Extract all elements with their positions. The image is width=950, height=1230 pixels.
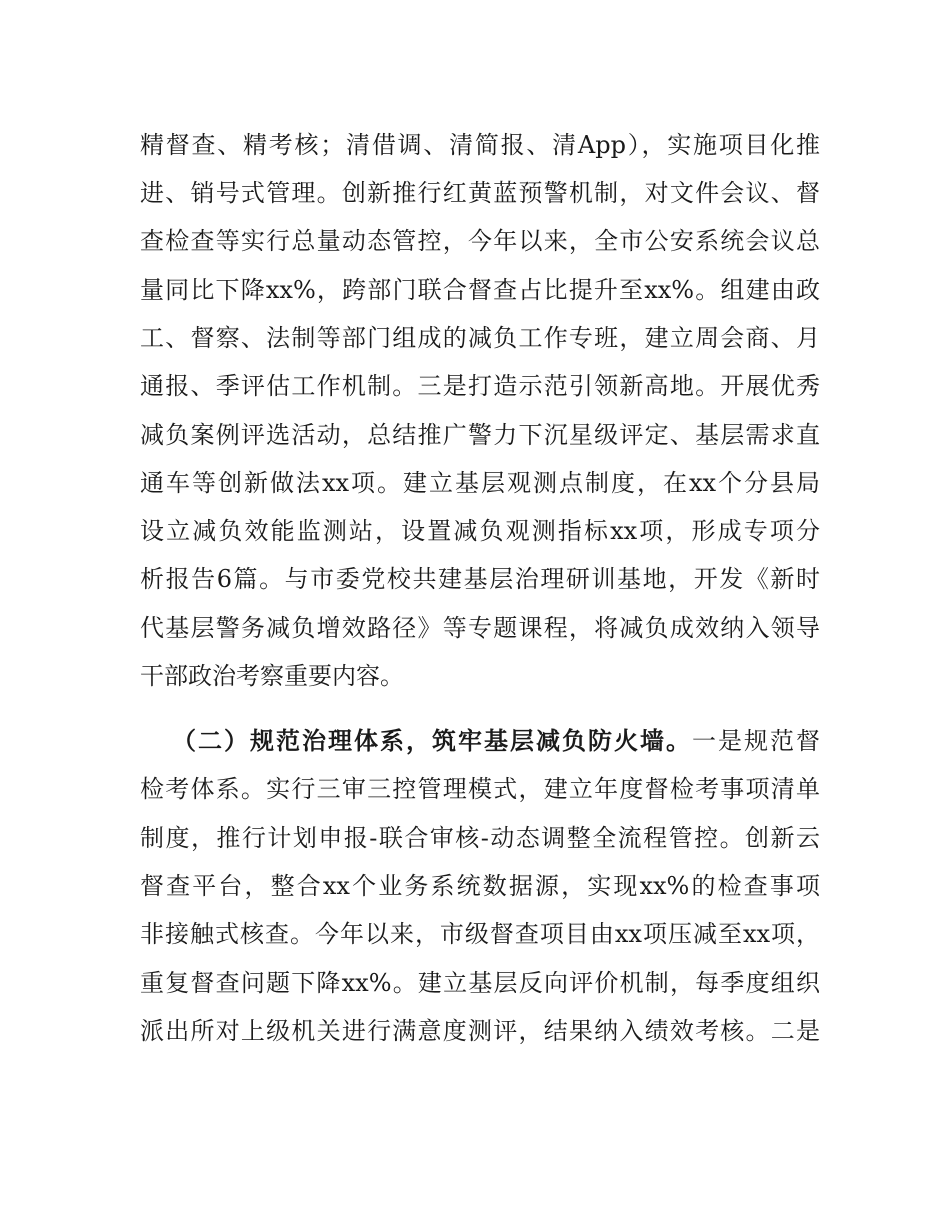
paragraph-2-line-5: 非接触式核查。今年以来，市级督查项目由xx项压减至xx项， <box>140 920 820 948</box>
paragraph-1-line-10: 析报告6篇。与市委党校共建基层治理研训基地，开发《新时 <box>140 565 820 593</box>
paragraph-1-line-12: 干部政治考察重要内容。 <box>140 662 404 690</box>
paragraph-2-line-1 <box>172 726 820 756</box>
paragraph-2-line-2: 检考体系。实行三审三控管理模式，建立年度督检考事项清单 <box>140 775 820 803</box>
paragraph-1-line-9: 设立减负效能监测站，设置减负观测指标xx项，形成专项分 <box>140 517 820 545</box>
paragraph-1-line-6: 通报、季评估工作机制。三是打造示范引领新高地。开展优秀 <box>140 372 820 400</box>
paragraph-2-line-3: 制度，推行计划申报-联合审核-动态调整全流程管控。创新云 <box>140 824 820 852</box>
paragraph-1-line-4: 量同比下降xx%，跨部门联合督查占比提升至xx%。组建由政 <box>140 276 820 304</box>
paragraph-1-line-8: 通车等创新做法xx项。建立基层观测点制度，在xx个分县局 <box>140 469 820 497</box>
paragraph-1-line-7: 减负案例评选活动，总结推广警力下沉星级评定、基层需求直 <box>140 421 820 449</box>
paragraph-2-line-6: 重复督查问题下降xx%。建立基层反向评价机制，每季度组织 <box>140 969 820 997</box>
paragraph-1-line-5: 工、督察、法制等部门组成的减负工作专班，建立周会商、月 <box>140 324 820 352</box>
paragraph-1-line-3: 查检查等实行总量动态管控，今年以来，全市公安系统会议总 <box>140 227 820 255</box>
section-heading: （二）规范治理体系，筑牢基层减负防火墙。 <box>172 727 692 755</box>
paragraph-2-line-1-rest: 一是规范督 <box>692 727 820 755</box>
paragraph-1-line-11: 代基层警务减负增效路径》等专题课程，将减负成效纳入领导 <box>140 614 820 642</box>
paragraph-2-line-4: 督查平台，整合xx个业务系统数据源，实现xx%的检查事项 <box>140 872 820 900</box>
paragraph-1-line-1: 精督查、精考核；清借调、清简报、清App），实施项目化推 <box>140 131 820 159</box>
paragraph-2-line-7: 派出所对上级机关进行满意度测评，结果纳入绩效考核。二是 <box>140 1017 820 1045</box>
paragraph-1-line-2: 进、销号式管理。创新推行红黄蓝预警机制，对文件会议、督 <box>140 179 820 207</box>
